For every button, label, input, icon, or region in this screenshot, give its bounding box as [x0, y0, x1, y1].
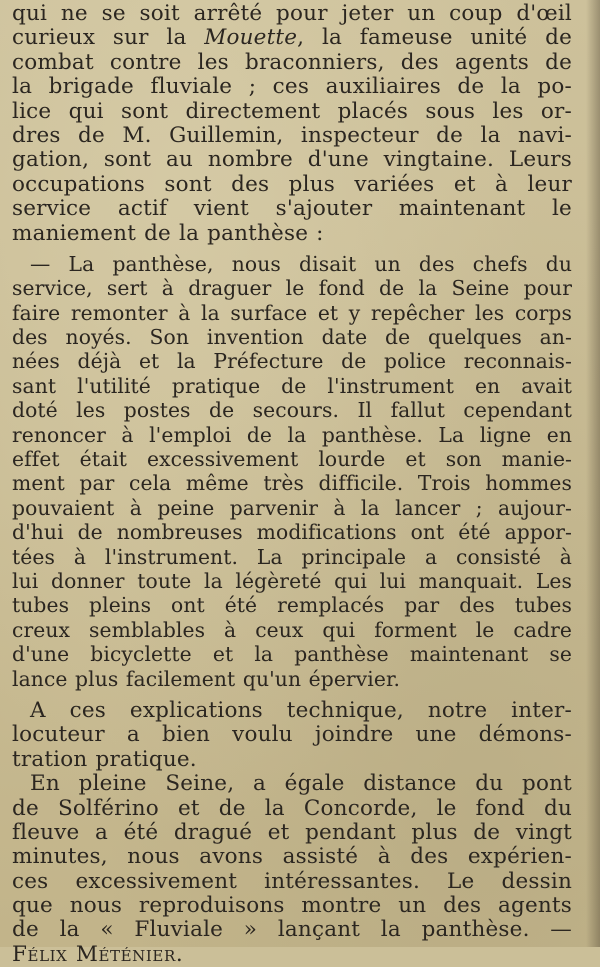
- text-line: nées déjà et la Préfecture de police reconnais-: [12, 349, 572, 374]
- text-line: A ces explications technique, notre inter-: [30, 697, 572, 723]
- text-line: ces excessivement intéressantes. Le dessin: [12, 868, 572, 894]
- text-line: faire remonter à la surface et y repêcher les corps: [12, 300, 572, 325]
- text-line: occupations sont des plus variées et à leur: [12, 171, 572, 197]
- text-line: gation, sont au nombre d'une vingtaine. Leurs: [12, 147, 572, 173]
- article-column: [12, 2, 572, 967]
- text-line: d'hui de nombreuses modifications ont été appor-: [12, 520, 572, 545]
- text-line: sant l'utilité pratique de l'instrument en avait: [12, 373, 572, 398]
- text-line: lui donner toute la légèreté qui lui manquait. Les: [12, 568, 572, 593]
- boat-name: Mouette: [204, 25, 298, 51]
- text-line: En pleine Seine, a égale distance du pont: [30, 771, 572, 797]
- text-line: combat contre les braconniers, des agents de: [12, 49, 572, 75]
- paragraph-3: [12, 699, 572, 772]
- text-line: que nous reproduisons montre un des agents: [12, 893, 572, 919]
- text-line: curieux sur la Mouette, la fameuse unité de: [12, 25, 572, 51]
- text-line: pouvaient à peine parvenir à la lancer ; aujour-: [12, 495, 572, 520]
- text-line: des noyés. Son invention date de quelques an-: [12, 325, 572, 350]
- text-line: la brigade fluviale ; ces auxiliaires de la po-: [12, 74, 572, 100]
- text-line: lance plus facilement qu'un épervier.: [12, 666, 401, 691]
- text-line: de la « Fluviale » lançant la panthèse. —: [12, 917, 572, 943]
- text-line: d'une bicyclette et la panthèse maintenant se: [12, 642, 572, 667]
- paragraph-4: [12, 772, 572, 967]
- text-line: service actif vient s'ajouter maintenant le: [12, 196, 572, 222]
- text-line: lice qui sont directement placés sous les or-: [12, 98, 572, 124]
- text-line: tées à l'instrument. La principale a consisté à: [12, 544, 572, 569]
- text-line: tubes pleins ont été remplacés par des tubes: [12, 593, 572, 618]
- text-line: dres de M. Guillemin, inspecteur de la navi-: [12, 122, 572, 148]
- text-line: locuteur a bien voulu joindre une démons-: [12, 722, 572, 748]
- text-line: doté les postes de secours. Il fallut cependant: [12, 398, 572, 423]
- paragraph-2: [12, 252, 572, 691]
- page-edge-shadow: [586, 0, 600, 947]
- text-line: de Solférino et de la Concorde, le fond du: [12, 795, 572, 821]
- paragraph-1: [12, 2, 572, 246]
- text-line: fleuve a été dragué et pendant plus de vingt: [12, 819, 572, 845]
- text-line: minutes, nous avons assisté à des expérien-: [12, 844, 572, 870]
- text-line: service, sert à draguer le fond de la Seine pour: [12, 276, 572, 301]
- text-line: ment par cela même très difficile. Trois hommes: [12, 471, 572, 496]
- author-signature: Félix Méténier.: [12, 941, 184, 967]
- text-line: maniement de la panthèse :: [12, 220, 324, 246]
- text-line: qui ne se soit arrêté pour jeter un coup d'œil: [12, 1, 572, 26]
- text-line: effet était excessivement lourde et son manie-: [12, 447, 572, 472]
- text-line: — La panthèse, nous disait un des chefs du: [30, 251, 572, 276]
- text-line: creux semblables à ceux qui forment le cadre: [12, 617, 572, 642]
- text-line: renoncer à l'emploi de la panthèse. La ligne en: [12, 422, 572, 447]
- text-line: tration pratique.: [12, 746, 197, 772]
